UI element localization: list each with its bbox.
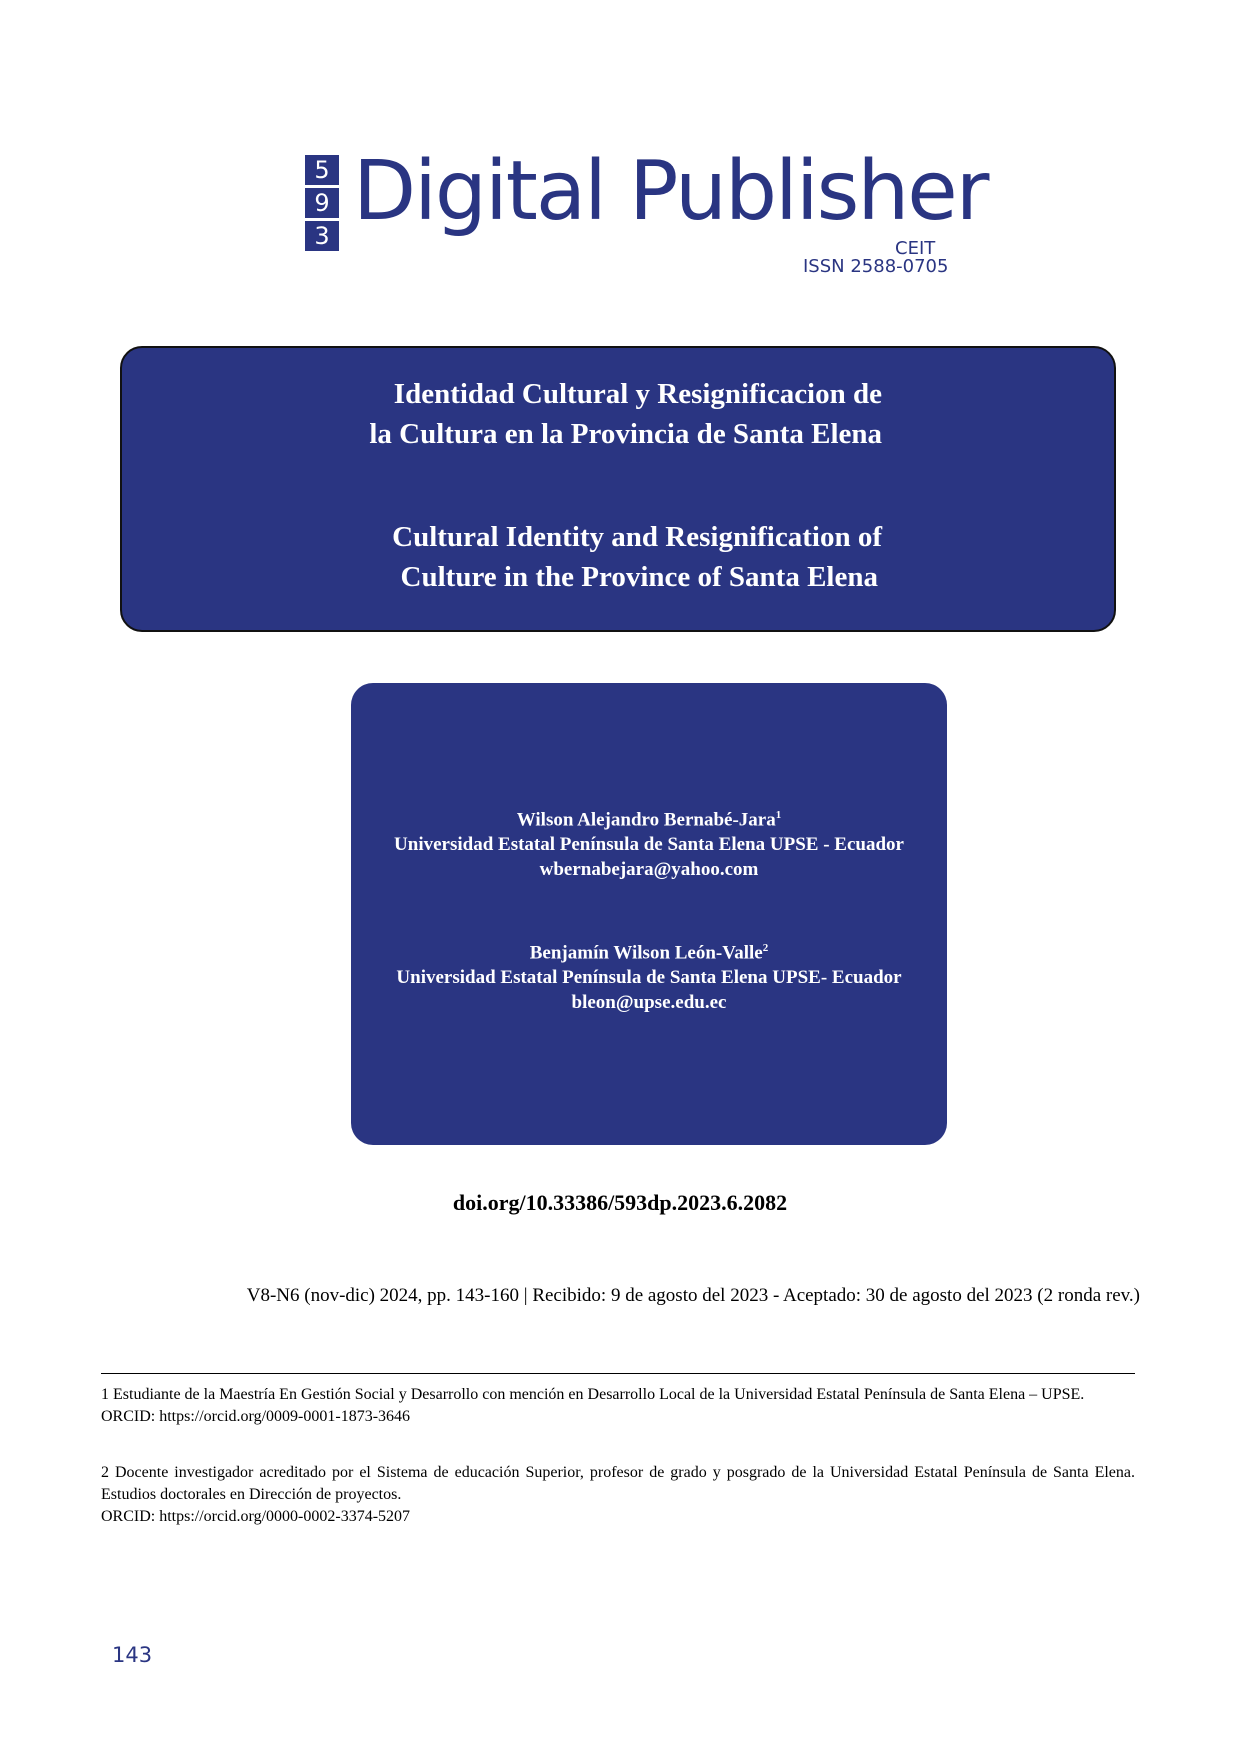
author-affiliation: Universidad Estatal Península de Santa Elena UPSE- Ecuador bbox=[396, 967, 902, 988]
logo-digit: 3 bbox=[305, 221, 339, 251]
footnote-text: 1 Estudiante de la Maestría En Gestión Social y Desarrollo con mención en Desarrollo Local de la Universidad Estatal Península de Santa Elena – UPSE. bbox=[101, 1386, 1085, 1403]
footnote-2 bbox=[101, 1462, 1135, 1528]
logo-digit: 5 bbox=[305, 155, 339, 185]
publication-meta: V8-N6 (nov-dic) 2024, pp. 143-160 | Recibido: 9 de agosto del 2023 - Aceptado: 30 de agosto del 2023 (2 ronda rev.) bbox=[246, 1285, 1140, 1306]
author-email[interactable]: wbernabejara@yahoo.com bbox=[539, 859, 759, 880]
author-name-text: Wilson Alejandro Bernabé-Jara bbox=[516, 809, 776, 831]
author-name bbox=[351, 809, 947, 831]
author-affiliation: Universidad Estatal Península de Santa Elena UPSE - Ecuador bbox=[394, 834, 904, 855]
logo-digit: 9 bbox=[305, 188, 339, 218]
journal-logo bbox=[305, 144, 988, 280]
author-name bbox=[351, 942, 947, 964]
footnote-orcid[interactable]: ORCID: https://orcid.org/0000-0002-3374-5207 bbox=[101, 1508, 411, 1525]
logo-digits bbox=[305, 155, 339, 254]
page-number: 143 bbox=[112, 1643, 153, 1667]
doi-link[interactable]: doi.org/10.33386/593dp.2023.6.2082 bbox=[452, 1190, 788, 1215]
title-en-line-1: Cultural Identity and Resignification of bbox=[392, 521, 882, 553]
logo-ceit: CEIT bbox=[895, 238, 936, 259]
footnote-orcid[interactable]: ORCID: https://orcid.org/0009-0001-1873-3646 bbox=[101, 1408, 411, 1425]
author-footnote-marker: 1 bbox=[775, 809, 782, 821]
title-box bbox=[120, 346, 1116, 632]
author-name-text: Benjamín Wilson León-Valle bbox=[529, 942, 763, 964]
authors-box bbox=[351, 683, 947, 1145]
footnote-divider bbox=[101, 1373, 1135, 1374]
logo-name: Digital Publisher bbox=[353, 144, 988, 239]
footnote-text: 2 Docente investigador acreditado por el Sistema de educación Superior, profesor de grado y posgrado de la Universidad Estatal Península de Santa Elena. Estudios doctorales en Dirección de proyectos. bbox=[101, 1464, 1135, 1503]
logo-issn: ISSN 2588-0705 bbox=[803, 256, 949, 277]
author-footnote-marker: 2 bbox=[762, 942, 769, 954]
author-email[interactable]: bleon@upse.edu.ec bbox=[571, 992, 727, 1013]
title-en-line-2: Culture in the Province of Santa Elena bbox=[400, 561, 878, 593]
footnote-1 bbox=[101, 1384, 1135, 1428]
title-es-line-1: Identidad Cultural y Resignificacion de bbox=[393, 378, 882, 410]
title-es-line-2: la Cultura en la Provincia de Santa Elena bbox=[369, 418, 882, 450]
